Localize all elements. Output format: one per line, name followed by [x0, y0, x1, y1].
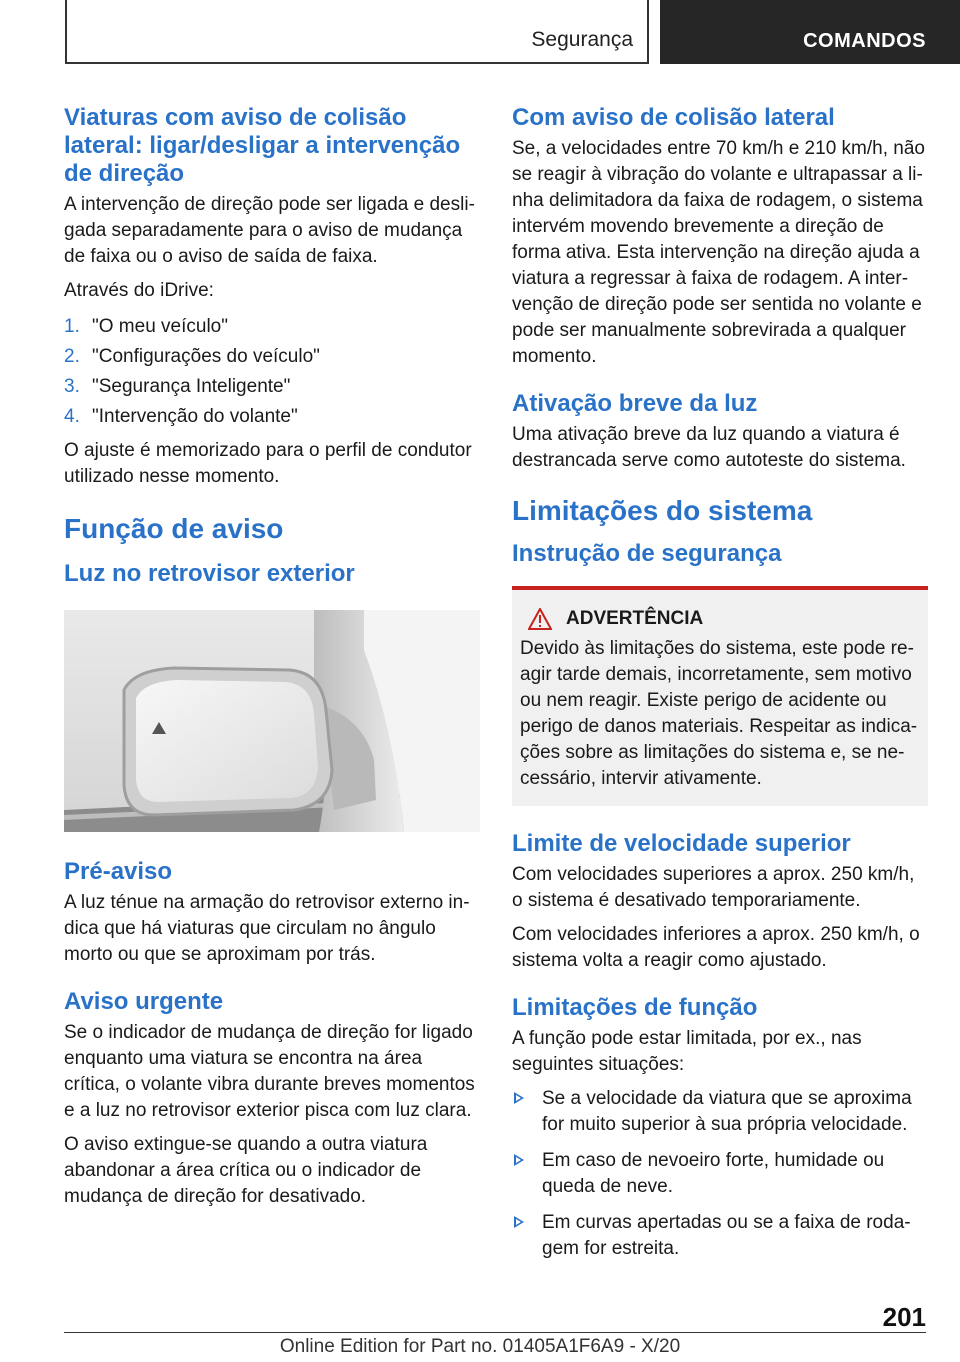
heading-brief-light: Ativação breve da luz — [512, 390, 758, 417]
warning-triangle-icon — [528, 608, 552, 630]
chapter-title: COMANDOS — [803, 30, 926, 52]
paragraph: A luz ténue na armação do retrovisor externo indica que há viaturas que circulam no ângulo morto ou que se aproximam por trás. — [64, 892, 470, 965]
list-item — [512, 1086, 928, 1138]
bullet-text: Em curvas apertadas ou se a faixa de rodagem for estreita. — [542, 1212, 911, 1259]
bullet-text: Se a velocidade da viatura que se aproxima for muito superior à sua própria velocidade. — [542, 1088, 912, 1135]
chapter-tab — [660, 0, 960, 64]
paragraph: O ajuste é memorizado para o perfil de condutor utilizado nesse momento. — [64, 440, 472, 487]
section-title: Segurança — [531, 28, 633, 51]
list-item — [64, 312, 478, 342]
step-text: "Configurações do veículo" — [92, 346, 320, 367]
list-item — [512, 1148, 928, 1200]
page-number: 201 — [882, 1302, 926, 1332]
heading-lateral-collision: Com aviso de colisão lateral — [512, 104, 835, 131]
bullet-text: Em caso de nevoeiro forte, humidade ou queda de neve. — [542, 1150, 885, 1197]
paragraph: A intervenção de direção pode ser ligada e desligada separadamente para o aviso de mudança de faixa ou o aviso de saída de faixa. — [64, 194, 475, 267]
bullet-triangle-icon — [514, 1216, 524, 1228]
bullet-triangle-icon — [514, 1092, 524, 1104]
list-item — [64, 402, 478, 432]
step-text: "O meu veículo" — [92, 316, 228, 337]
left-column — [64, 100, 478, 1218]
right-column — [512, 100, 928, 1272]
step-text: "Segurança Inteligente" — [92, 376, 291, 397]
step-text: "Intervenção do volante" — [92, 406, 298, 427]
warning-label: ADVERTÊNCIA — [566, 608, 704, 629]
paragraph: Através do iDrive: — [64, 280, 214, 301]
step-number: 2. — [64, 346, 80, 367]
heading-function-limits: Limitações de função — [512, 994, 758, 1021]
heading-mirror-light: Luz no retrovisor exterior — [64, 560, 355, 587]
paragraph: Se o indicador de mudança de direção for ligado enquanto uma viatura se encontra na área crítica, o volante vibra durante breves momentos e a luz no retrovisor exterior pisca com luz clara. — [64, 1022, 475, 1121]
paragraph: Se, a velocidades entre 70 km/h e 210 km/h, não se reagir à vibração do volante e ultrapassar a linha delimitadora da faixa de rodagem, o sistema intervém movendo brevemente a direção de forma ativa. Esta intervenção na direção ajuda a viatura a regressar à faixa de rodagem. A intervenção de direção pode ser sentida no volante e pode ser manualmente sobrevirada a qualquer momento. — [512, 138, 925, 367]
paragraph: Com velocidades superiores a aprox. 250 km/h, o sistema é desativado temporariamente. — [512, 864, 915, 911]
mirror-illustration — [64, 610, 480, 832]
heading-safety-instruction: Instrução de segurança — [512, 540, 782, 567]
limitations-list — [512, 1086, 928, 1262]
warning-title — [520, 608, 918, 630]
footer-edition: Online Edition for Part no. 01405A1F6A9 - X/20 — [279, 1336, 681, 1357]
heading-pre-warning: Pré-aviso — [64, 858, 173, 885]
paragraph: Uma ativação breve da luz quando a viatura é destrancada serve como autoteste do sistema. — [512, 424, 906, 471]
paragraph: O aviso extingue-se quando a outra viatura abandonar a área crítica ou o indicador de mudança de direção for desativado. — [64, 1134, 428, 1207]
step-number: 3. — [64, 376, 80, 397]
warning-box — [512, 586, 928, 806]
footer-divider — [64, 1332, 926, 1333]
step-number: 4. — [64, 406, 80, 427]
page-header — [0, 0, 960, 66]
warning-text: Devido às limitações do sistema, este pode reagir tarde demais, incorretamente, sem motivo ou nem reagir. Existe perigo de acidente ou perigo de danos materiais. Respeitar as indicações sobre as limitações do sistema e, se necessário, intervir ativamente. — [520, 638, 918, 789]
heading-steering-intervention: Viaturas com aviso de colisão lateral: ligar/desligar a intervenção de direção — [64, 104, 461, 187]
idrive-steps — [64, 312, 478, 432]
heading-urgent-warning: Aviso urgente — [64, 988, 224, 1015]
paragraph: A função pode estar limitada, por ex., nas seguintes situações: — [512, 1028, 862, 1075]
heading-system-limits: Limitações do sistema — [512, 495, 813, 526]
heading-warning-function: Função de aviso — [64, 513, 284, 544]
bullet-triangle-icon — [514, 1154, 524, 1166]
list-item — [64, 372, 478, 402]
heading-upper-speed-limit: Limite de velocidade superior — [512, 830, 851, 857]
step-number: 1. — [64, 316, 80, 337]
list-item — [512, 1210, 928, 1262]
header-section-box — [65, 0, 649, 64]
paragraph: Com velocidades inferiores a aprox. 250 km/h, o sistema volta a reagir como ajustado. — [512, 924, 920, 971]
list-item — [64, 342, 478, 372]
side-mirror-image — [64, 610, 480, 832]
